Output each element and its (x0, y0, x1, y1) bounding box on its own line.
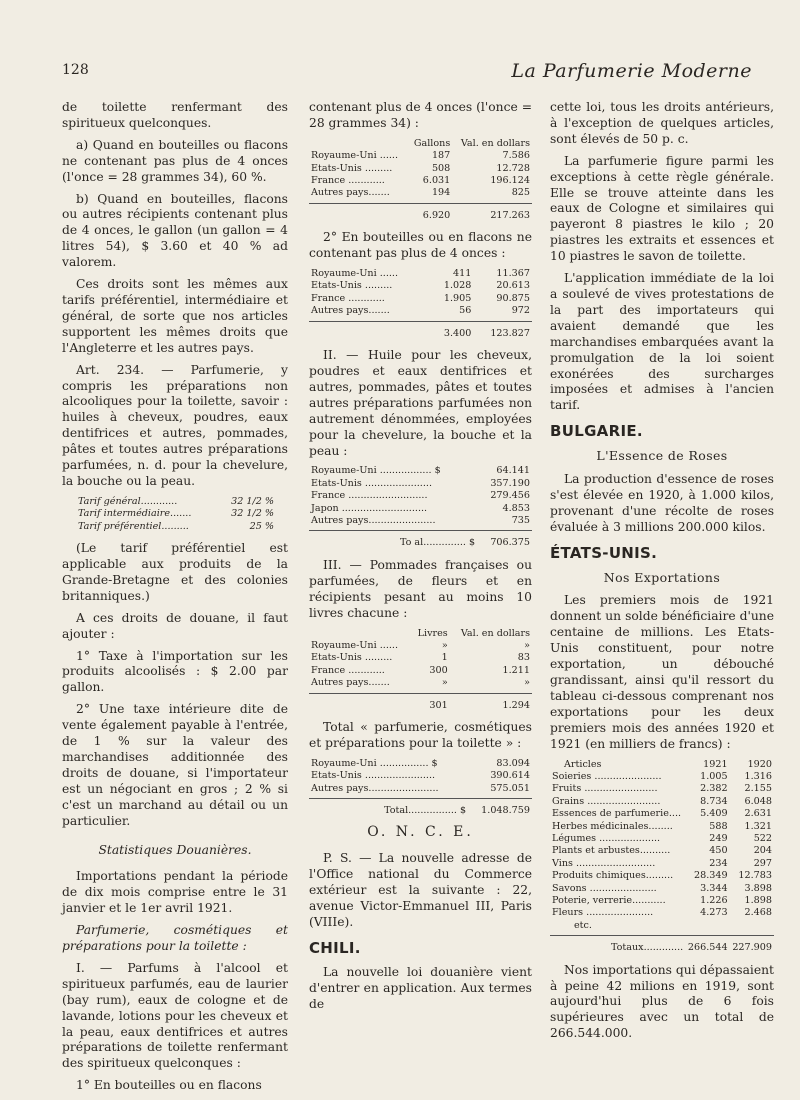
table-cell: France ............ (311, 292, 385, 304)
table-cell: Royaume-Uni ...... (311, 268, 399, 280)
paragraph: de toilette renfermant des spiritueux quelconques. (62, 100, 288, 130)
table-row (550, 895, 774, 907)
table-cell: 83.094 (496, 757, 530, 769)
table-header (309, 628, 411, 640)
table-cell: 12.783 (738, 870, 772, 882)
table-cell: 11.367 (496, 268, 530, 280)
table-cell: France ............ (311, 664, 385, 676)
table-cell: 20.613 (496, 280, 530, 292)
table-cell: 2.631 (744, 808, 772, 820)
paragraph: II. — Huile pour les cheveux, poudres et eaux dentifrices et autres, pommades, pâtes et toutes autres préparations parfumées non autrement dénommées, employées pour la chevelure, la bouche et la peau : (309, 348, 532, 458)
table-cell: etc. (574, 919, 592, 931)
paragraph: 2° Une taxe intérieure dite de vente également payable à l'entrée, de 1 % sur la valeur des marchandises additionnée des droits de douane, si l'importateur est un négociant en gros ; 2 % si c'est un marchand au détail ou un particulier. (62, 702, 288, 828)
table-total-row (309, 203, 532, 222)
table-cell: 735 (511, 515, 530, 527)
table-row (309, 503, 532, 515)
table-cell: Herbes médicinales........ (552, 820, 673, 832)
table-row (550, 833, 774, 845)
paragraph: b) Quand en bouteilles, flacons ou autres récipients contenant plus de 4 onces, le gallon (un gallon = 4 litres 54), $ 3.60 et 40 % ad valorem. (62, 191, 288, 270)
paragraph: Nos importations qui dépassaient à peine 42 milions en 1919, sont aujourd'hui plus de 6 fois supérieures avec un total de 266.544.000. (550, 962, 774, 1041)
table-cell: 56 (459, 305, 472, 317)
table-row (309, 490, 532, 502)
table-cell: 123.827 (490, 327, 530, 339)
paragraph: cette loi, tous les droits antérieurs, à l'exception de quelques articles, sont élevés de 50 p. c. (550, 100, 774, 146)
table-header: Articles (564, 758, 602, 770)
table-row (76, 508, 276, 520)
table-cell: 279.456 (490, 490, 530, 502)
table-row (309, 305, 532, 317)
table-cell (309, 321, 431, 340)
table-cell: 266.544 (687, 942, 728, 954)
table-header: Val. en dollars (460, 627, 530, 639)
table-cell: 297 (753, 857, 772, 869)
table-row (309, 677, 532, 689)
table-row (309, 515, 532, 527)
table-row (550, 771, 774, 783)
table-cell: 357.190 (490, 477, 530, 489)
table-cell: 1.898 (744, 895, 772, 906)
table-row (550, 808, 774, 820)
table-cell (685, 920, 729, 932)
table-cell: » (524, 639, 530, 651)
table-cell: Produits chimiques......... (552, 870, 674, 882)
table-cell: Autres pays....... (311, 677, 390, 689)
table-cell: Tarif général............ (78, 495, 178, 507)
table-cell: France .......................... (311, 490, 428, 502)
table-row (309, 478, 532, 490)
paragraph: Importations pendant la période de dix mois comprise entre le 31 janvier et le 1er avril 1921. (62, 869, 288, 916)
table-row (309, 758, 532, 770)
table-header: Livres (417, 627, 448, 639)
table-cell: 4.853 (502, 502, 530, 514)
table-row (309, 268, 532, 280)
paragraph: Les premiers mois de 1921 donnent un solde bénéficiaire d'une centaine de millions. Les Etats-Unis constituent, pour notre exportation, un débouché grandissant, ainsi qu'il ressort du tableau ci-dessous comprenant nos exportations pour les deux premiers mois des années 1920 et 1921 (en milliers de francs) : (550, 593, 774, 751)
paragraph: contenant plus de 4 onces (l'once = 28 grammes 34) : (309, 100, 532, 130)
table-cell: Essences de parfumerie.... (552, 808, 682, 820)
paragraph: I. — Parfums à l'alcool et spiritueux parfumés, eau de laurier (bay rum), eaux de cologne et de lavande, lotions pour les cheveux et la peau, eaux dentifrices et autres préparations de toilette renfermant des spiritueux quelconques : (62, 960, 288, 1071)
table-cell: 4.273 (700, 907, 728, 919)
table-total-row (309, 798, 532, 817)
table-cell: France ............ (311, 175, 385, 187)
section-subheading: Nos Exportations (603, 569, 721, 585)
table-row (309, 293, 532, 305)
table-cell: Savons ...................... (552, 882, 657, 894)
table-row (309, 665, 532, 677)
table-cell: 204 (753, 845, 772, 857)
table-cell: 450 (709, 845, 728, 857)
table-row (309, 163, 532, 175)
table-cell: 8.734 (700, 795, 728, 807)
paragraph: 1° En bouteilles ou en flacons (76, 1078, 262, 1093)
table-cell: Fleurs ...................... (552, 907, 654, 919)
table-cell: 1.321 (744, 820, 772, 832)
table-row (309, 640, 532, 652)
paragraph: (Le tarif préférentiel est applicable aux produits de la Grande-Bretagne et des colonies britanniques.) (62, 541, 288, 603)
table-cell: 28.349 (694, 870, 728, 882)
table-cell: Royaume-Uni ................. $ (311, 465, 441, 477)
table-row (309, 465, 532, 477)
table-cell: 1.211 (502, 664, 530, 676)
table-row (309, 280, 532, 292)
table-cell: Vins .......................... (552, 857, 656, 869)
table-cell: 1.005 (700, 770, 728, 782)
table-cell: » (441, 677, 448, 689)
table-cell: Plants et arbustes.......... (552, 845, 671, 857)
table-row (550, 870, 774, 882)
table-cell: 249 (709, 832, 728, 844)
column-3 (550, 100, 774, 1048)
paragraph: Ces droits sont les mêmes aux tarifs préférentiel, intermédiaire et général, de sorte que nos articles supportent les mêmes droits que l'Angleterre et les autres pays. (62, 277, 288, 355)
table-row (550, 796, 774, 808)
table-cell: 227.909 (732, 942, 772, 954)
table-cell: 3.898 (744, 882, 772, 894)
table-cell: 3.344 (700, 882, 728, 894)
table-exportations (550, 759, 774, 955)
table-row (309, 652, 532, 664)
table-row (550, 821, 774, 833)
table-cell: Etats-Unis ......... (311, 280, 393, 292)
table-cell: 1.905 (443, 292, 472, 304)
table-cell: 90.875 (496, 292, 530, 304)
table-total-parfumerie (309, 758, 532, 818)
table-gallons-2 (309, 268, 532, 340)
paragraph: L'application immédiate de la loi a soulevé de vives protestations de la part des importateurs qui avaient demandé que les marchandises embarquées avant la promulgation de la loi soient exonérées des surcharges imposées et admises à l'ancien tarif. (550, 271, 774, 413)
table-cell: 2.382 (700, 783, 728, 795)
table-cell: 1.028 (443, 280, 472, 292)
table-header: 1921 (703, 758, 728, 770)
table-cell: 972 (511, 305, 530, 317)
table-gallons-1 (309, 138, 532, 222)
page-number: 128 (62, 62, 89, 78)
table-cell: 300 (429, 664, 448, 676)
column-2 (309, 100, 532, 1018)
journal-title: La Parfumerie Moderne (511, 60, 752, 82)
table-cell: Poterie, verrerie........... (552, 895, 666, 906)
column-1 (62, 100, 288, 1100)
table-cell: Grains ........................ (552, 795, 661, 807)
paragraph: Total « parfumerie, cosmétiques et préparations pour la toilette » : (309, 719, 532, 750)
table-cell: Autres pays...................... (311, 515, 436, 527)
section-subheading: L'Essence de Roses (596, 448, 728, 464)
table-cell: Royaume-Uni ................ $ (311, 757, 438, 769)
table-cell: 217.263 (490, 209, 530, 221)
table-cell: To al.............. $ (399, 537, 476, 549)
table-cell (730, 920, 774, 932)
table-cell: Autres pays....... (311, 187, 390, 199)
table-cell: 196.124 (490, 175, 530, 187)
table-cell: Japon ............................ (311, 502, 428, 514)
table-row (309, 150, 532, 162)
table-cell: 6.048 (744, 795, 772, 807)
tarif-table (76, 496, 276, 533)
table-cell: 83 (517, 652, 530, 664)
table-total-row (309, 693, 532, 712)
table-cell: Etats-Unis ......... (311, 652, 393, 664)
table-header: Val. en dollars (460, 137, 530, 149)
table-cell: 6.031 (422, 175, 451, 187)
table-cell: Royaume-Uni ...... (311, 150, 399, 162)
table-cell: 25 % (249, 520, 274, 532)
table-total-row (309, 531, 532, 550)
table-row (76, 496, 276, 508)
table-cell: 1.294 (502, 699, 530, 711)
table-cell: 575.051 (490, 782, 530, 794)
table-cell: 32 1/2 % (231, 508, 274, 520)
table-header: 1920 (747, 758, 772, 770)
table-cell: Tarif préférentiel......... (78, 520, 189, 532)
table-row (309, 770, 532, 782)
table-row (309, 175, 532, 187)
table-cell: 234 (709, 857, 728, 869)
table-cell: 1.226 (700, 895, 728, 906)
paragraph: P. S. — La nouvelle adresse de l'Office national du Commerce extérieur est la suivante : 22, avenue Victor-Emmanuel III, Paris (VIIIe). (309, 851, 532, 929)
subheading: Parfumerie, cosmétiques et préparations pour la toilette : (62, 923, 288, 953)
table-cell: 12.728 (496, 162, 530, 174)
table-header: Gallons (413, 137, 451, 149)
table-cell: Total................ $ (384, 804, 467, 816)
table-row (309, 187, 532, 199)
page-header (62, 62, 752, 86)
table-cell: 5.409 (700, 808, 728, 820)
table-row (76, 521, 276, 533)
table-cell: Etats-Unis ......... (311, 162, 393, 174)
table-cell: 390.614 (490, 770, 530, 782)
section-heading: ÉTATS-UNIS. (550, 543, 658, 562)
table-cell: 6.920 (422, 209, 451, 221)
paragraph: 1° Taxe à l'importation sur les produits alcoolisés : $ 2.00 par gallon. (62, 648, 288, 695)
table-cell: Autres pays....... (311, 305, 390, 317)
table-cell: Autres pays....................... (311, 782, 439, 794)
paragraph: La production d'essence de roses s'est élevée en 1920, à 1.000 kilos, provenant d'une récolte de roses évaluée à 3 millions 200.000 kilos. (550, 472, 774, 534)
table-cell (309, 693, 411, 712)
paragraph: A ces droits de douane, il faut ajouter : (62, 610, 288, 641)
table-row (309, 783, 532, 795)
table-cell: 508 (431, 162, 451, 174)
table-row (550, 845, 774, 857)
table-cell: 2.155 (744, 783, 772, 795)
table-pommades (309, 628, 532, 712)
table-cell: Légumes .................... (552, 832, 661, 844)
table-row (550, 783, 774, 795)
table-header (309, 138, 408, 150)
section-heading: BULGARIE. (550, 422, 643, 441)
table-cell: Fruits ........................ (552, 783, 658, 795)
table-cell: Tarif intermédiaire....... (78, 508, 192, 520)
paragraph: La nouvelle loi douanière vient d'entrer en application. Aux termes de (309, 964, 532, 1011)
table-header-row (309, 138, 532, 150)
table-total-row (309, 321, 532, 340)
table-cell: 301 (429, 699, 448, 711)
table-cell: » (441, 639, 448, 651)
table-row (550, 907, 774, 919)
table-cell: 64.141 (496, 465, 530, 477)
signature: O. N. C. E. (367, 824, 474, 841)
table-cell: 3.400 (443, 327, 472, 339)
paragraph: a) Quand en bouteilles ou flacons ne contenant pas plus de 4 onces (l'once = 28 grammes 34), 60 %. (62, 137, 288, 184)
table-cell: 588 (709, 820, 728, 832)
table-total-row (550, 936, 774, 955)
table-cell: 1.316 (744, 770, 772, 782)
paragraph: La parfumerie figure parmi les exceptions à cette règle générale. Elle se trouve atteinte dans les eaux de Cologne et similaires qui payeront 8 piastres le kilo ; 20 piastres les extraits et essences et 10 piastres le savon de toilette. (550, 153, 774, 264)
table-cell: 1.048.759 (481, 804, 530, 816)
table-cell: 522 (753, 832, 772, 844)
table-cell (309, 203, 408, 222)
table-cell: 825 (511, 187, 530, 199)
table-cell: » (524, 677, 530, 689)
table-cell: 706.375 (490, 537, 530, 549)
table-cell: 32 1/2 % (231, 495, 274, 507)
table-header-row (309, 628, 532, 640)
table-cell: 411 (453, 268, 472, 280)
section-heading: CHILI. (309, 938, 361, 957)
section-heading: Statistiques Douanières. (98, 843, 252, 858)
table-cell: 187 (431, 150, 451, 162)
paragraph: III. — Pommades françaises ou parfumées, de fleurs et en récipients pesant au moins 10 livres chacune : (309, 557, 532, 620)
table-cell: Etats-Unis ....................... (311, 770, 436, 782)
table-cell: 7.586 (502, 150, 530, 162)
table-row (550, 920, 774, 932)
table-cell: Soieries ...................... (552, 770, 662, 782)
table-header-row (550, 759, 774, 771)
table-cell: 1 (441, 652, 448, 664)
paragraph: Art. 234. — Parfumerie, y compris les préparations non alcooliques pour la toilette, savoir : huiles à cheveux, poudres, eaux dentifrices et autres, pommades, pâtes et toutes autres préparations parfumées, n. d. pour la chevelure, la bouche ou la peau. (62, 362, 288, 488)
table-cell: Totaux............. (610, 942, 684, 954)
table-row (550, 858, 774, 870)
table-cell: Royaume-Uni ...... (311, 639, 399, 651)
table-cell: 194 (431, 187, 451, 199)
paragraph: 2° En bouteilles ou en flacons ne contenant pas plus de 4 onces : (309, 230, 532, 261)
table-cell: Etats-Unis ...................... (311, 477, 432, 489)
table-cell: 2.468 (744, 907, 772, 919)
table-row (550, 883, 774, 895)
table-huile (309, 465, 532, 549)
